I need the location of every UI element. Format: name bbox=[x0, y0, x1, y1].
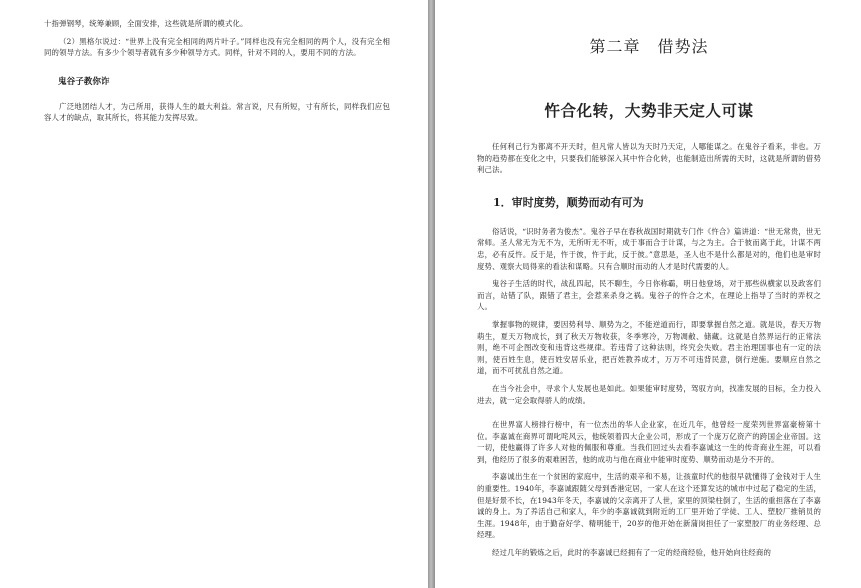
left-paragraph-3: 广泛地团结人才，为己所用，获得人生的最大利益。常言说，尺有所短，寸有所长，同样我们应包容人才的缺点，取其所长，将其能力发挥尽致。 bbox=[44, 101, 390, 123]
left-heading: 鬼谷子教你诈 bbox=[58, 76, 110, 87]
body-paragraph: 在当今社会中，寻求个人发展也是如此。如果能审时度势，驾驭方向，找准发展的目标，全力投入进去，就一定会取得骄人的成绩。 bbox=[477, 383, 821, 405]
body-paragraph: 在世界富人榜排行榜中，有一位杰出的华人企业家，在近几年，他曾经一度荣列世界富豪榜第十位。李嘉诚在商界可谓叱咤风云，他统领着四大企业公司，形成了一个庞万亿资产的跨国企业帝国。这一切，使他赢得了许多人对他的佩服和尊重。当我们回过头去看李嘉诚这一生的传奇商业生涯，可以看到，他经历了很多的艰难困苦，他的成功与他在商业中能审时度势、顺势而动是分不开的。 bbox=[477, 420, 821, 464]
body-paragraph: 俗话说，“识时务者为俊杰”。鬼谷子早在春秋战国时期就专门作《忤合》篇讲道：“世无常贵，世无常师。圣人常无为无不为，无所听无不听，成于事而合于计谋，与之为主。合于彼而离于此，计谋不两忠，必有反忤。反于是，忤于彼，忤于此，反于彼。”意思是，圣人也不是什么都是对的，他们也是审时度势、观察大局得来的看法和谋略。只有合顺时而动的人才是时代需要的人。 bbox=[477, 226, 821, 271]
body-paragraph: 经过几年的锻炼之后，此时的李嘉诚已经拥有了一定的经商经验，他开始向往经商的 bbox=[492, 548, 772, 558]
page-gutter bbox=[428, 0, 435, 588]
left-paragraph-1: 十指弹钢琴，统筹兼顾，全面安排，这些就是所谓的模式化。 bbox=[44, 19, 248, 28]
right-page bbox=[435, 0, 861, 588]
left-page bbox=[0, 0, 428, 588]
section-title: 忤合化转，大势非天定人可谋 bbox=[544, 101, 754, 120]
left-paragraph-2: （2）黑格尔说过：“世界上没有完全相同的两片叶子。”同样也没有完全相同的两个人，没有完全相同的领导方法。有多少个领导者就有多少种领导方式。同样，针对不同的人，要用不同的方法。 bbox=[44, 36, 390, 58]
intro-paragraph: 任何利己行为都离不开天时，但凡常人皆以为天时乃天定，人哪能谋之。在鬼谷子看来，非也。万物的趋势都在变化之中，只要我们能够深入其中忤合化转，也能制造出所需的天时，这就是所谓的借势利己法。 bbox=[477, 142, 821, 175]
body-paragraph: 李嘉诚出生在一个贫困的家庭中，生活的艰辛和不易，让孩童时代的他很早就懂得了金钱对于人生的重要性。1940年，李嘉诚跟随父母到香港定居，一家人在这个还算发达的城市中过起了稳定的生活，但是好景不长，在1943年冬天，李嘉诚的父亲离开了人世，家里的顶梁柱倒了，生活的重担落在了李嘉诚的身上。为了养活自己和家人，年少的李嘉诚就到附近的工厂里开始了学徒、工人、塑胶厂推销员的生涯。1948年，由于勤奋好学、精明能干，20岁的他开始在新蒲岗担任了一家塑胶厂的业务经理、总经理。 bbox=[477, 472, 821, 540]
body-paragraph: 掌握事物的规律，要因势利导、顺势为之，不能逆道而行，即要掌握自然之道。就是说，春天万物萌生，夏天万物成长，到了秋天万物收获，冬季寒冷，万物凋敝、储藏。这就是自然界运行的正常法则，绝不可企图改变和违背这些规律。若违背了这种法则，终究会失败。君主治理国事也有一定的法则，使百姓生息，使百姓安居乐业，把百姓教养成才，万万不可违背民意，倒行逆施。要顺应自然之道，而不可扰乱自然之道。 bbox=[477, 319, 821, 376]
subsection-title: 1．审时度势，顺势而动有可为 bbox=[493, 195, 644, 209]
body-paragraph: 鬼谷子生活的时代，战乱四起，民不聊生，今日你称霸，明日他登场，对于那些纵横家以及政客们而言，站错了队，跟错了君主，会惹来杀身之祸。鬼谷子的忤合之术，在理论上指导了当时的弄权之人。 bbox=[477, 279, 821, 312]
chapter-title: 第二章 借势法 bbox=[589, 37, 709, 56]
